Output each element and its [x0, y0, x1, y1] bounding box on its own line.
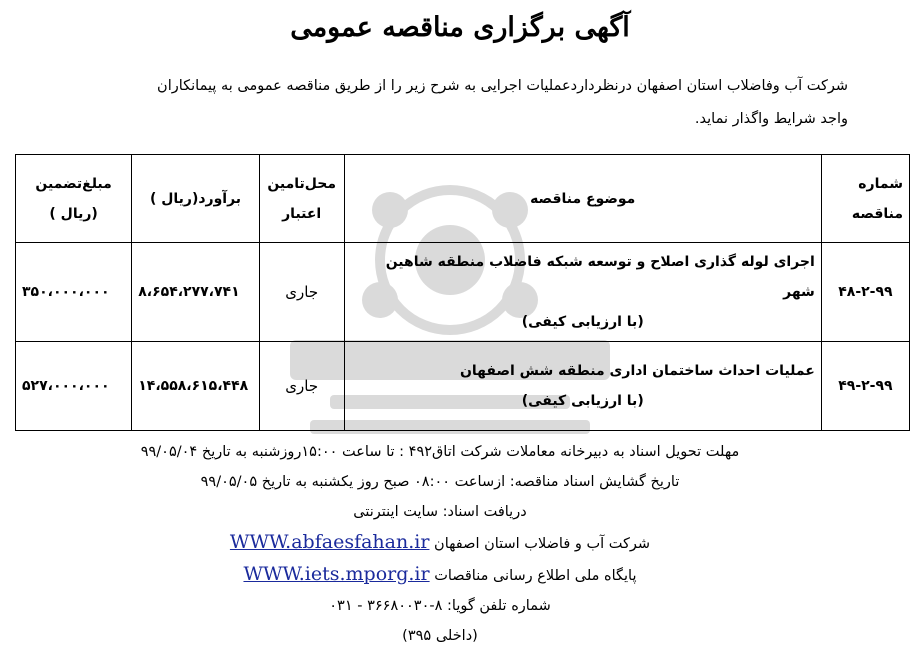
funding-source: جاری — [259, 243, 344, 342]
intro-line-1: شرکت آب وفاضلاب استان اصفهان درنظرداردعملیات اجرایی به شرح زیر را از طریق مناقصه عمومی به پیمانکاران — [157, 78, 848, 94]
funding-source: جاری — [259, 342, 344, 431]
tender-subject-text: اجرای لوله گذاری اصلاح و توسعه شبکه فاضلاب منطقه شاهین شهر — [385, 254, 815, 300]
documents-receive: دریافت اسناد: سایت اینترنتی — [353, 504, 527, 520]
portal-website-line — [60, 559, 820, 591]
phone-number: شماره تلفن گویا: ۸-۳۶۶۸۰۰۳۰ - ۰۳۱ — [329, 598, 551, 614]
portal-website-label: پایگاه ملی اطلاع رسانی مناقصات — [434, 568, 637, 584]
header-tender-subject: موضوع مناقصه — [344, 155, 821, 243]
company-website-label: شرکت آب و فاضلاب استان اصفهان — [434, 536, 651, 552]
company-website-link[interactable]: WWW.abfaesfahan.ir — [229, 531, 430, 553]
submission-deadline: مهلت تحویل اسناد به دبیرخانه معاملات شرکت اتاق۴۹۲ : تا ساعت ۱۵:۰۰روزشنبه به تاریخ ۹۹/۰۵/۰۴ — [140, 444, 740, 460]
intro-paragraph — [60, 70, 848, 136]
tender-qualifier: (با ارزیابی کیفی) — [521, 393, 644, 409]
opening-date: تاریخ گشایش اسناد مناقصه: ازساعت ۰۸:۰۰ صبح روز یکشنبه به تاریخ ۹۹/۰۵/۰۵ — [200, 474, 680, 490]
estimate-value: ۸،۶۵۴،۲۷۷،۷۴۱ — [132, 243, 260, 342]
company-website-line — [60, 527, 820, 559]
guarantee-value: ۵۲۷،۰۰۰،۰۰۰ — [16, 342, 132, 431]
notice-title: آگهی برگزاری مناقصه عمومی — [290, 12, 630, 43]
tender-subject — [344, 243, 821, 342]
table-row — [16, 243, 910, 342]
header-guarantee-unit: (ریال ) — [49, 205, 98, 222]
tender-number: ۴۹-۲-۹۹ — [821, 342, 909, 431]
header-guarantee-label: مبلغ‌تضمین — [35, 175, 112, 192]
header-guarantee — [16, 155, 132, 243]
tender-qualifier: (با ارزیابی کیفی) — [521, 314, 644, 330]
guarantee-value: ۳۵۰،۰۰۰،۰۰۰ — [16, 243, 132, 342]
tender-subject-text: عملیات احداث ساختمان اداری منطقه شش اصفهان — [459, 363, 815, 379]
tenders-table — [15, 154, 910, 431]
table-row — [16, 342, 910, 431]
header-funding-source: محل‌تامین اعتبار — [259, 155, 344, 243]
tender-info-block — [60, 437, 820, 651]
header-estimate: برآورد(ریال ) — [132, 155, 260, 243]
header-tender-number: شماره مناقصه — [821, 155, 909, 243]
estimate-value: ۱۴،۵۵۸،۶۱۵،۴۴۸ — [132, 342, 260, 431]
tender-number: ۴۸-۲-۹۹ — [821, 243, 909, 342]
portal-website-link[interactable]: WWW.iets.mporg.ir — [243, 563, 430, 585]
intro-line-2: واجد شرایط واگذار نماید. — [694, 111, 848, 127]
table-header-row — [16, 155, 910, 243]
phone-extension: (داخلی ۳۹۵) — [402, 628, 478, 644]
tender-subject — [344, 342, 821, 431]
